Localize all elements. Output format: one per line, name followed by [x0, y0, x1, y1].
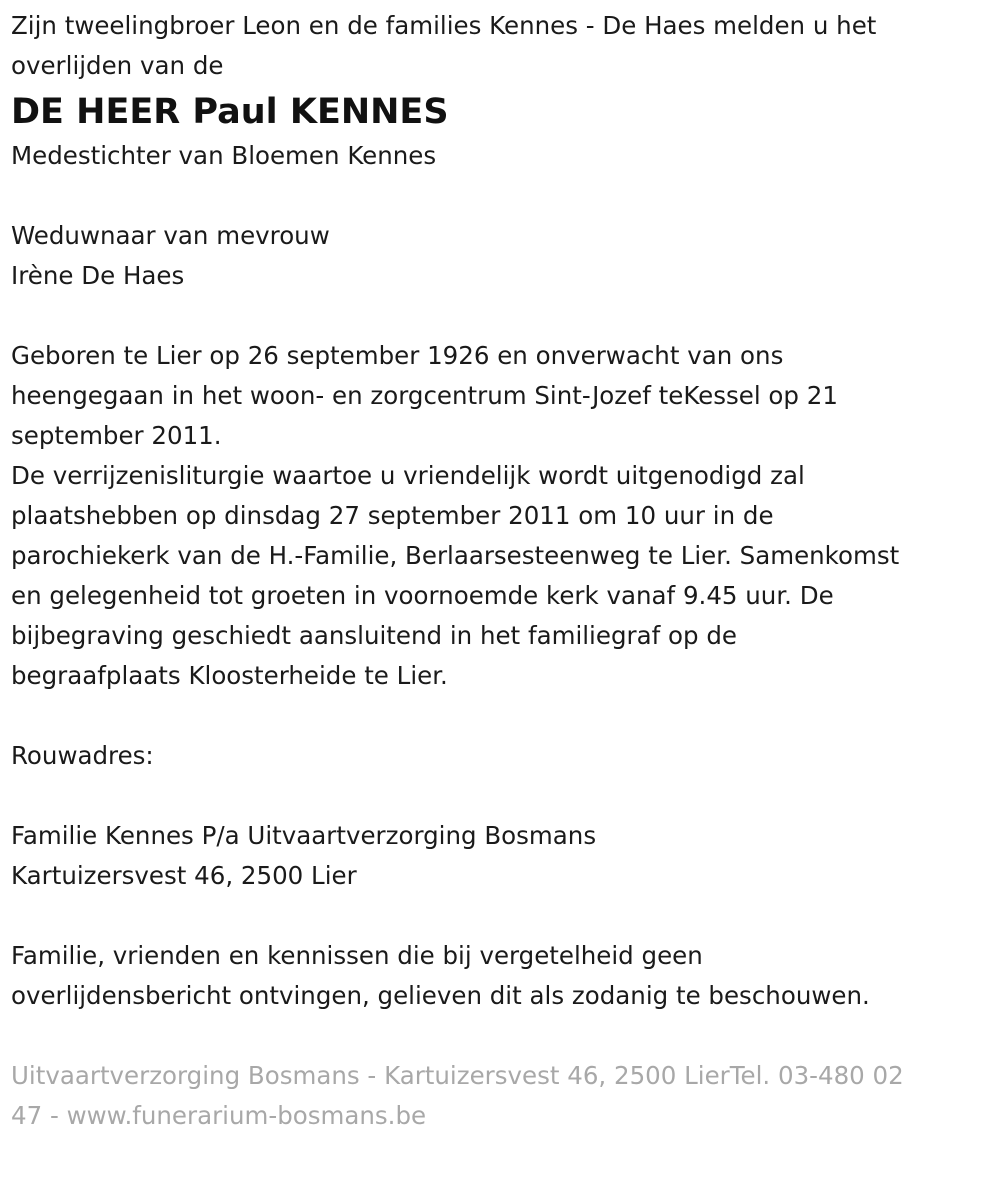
notice-paragraph	[11, 936, 1000, 1016]
address-line: Familie Kennes P/a Uitvaartverzorging Bosmans	[11, 821, 597, 850]
footer-line: Uitvaartverzorging Bosmans - Kartuizersvest 46, 2500 LierTel. 03-480 02	[11, 1061, 904, 1090]
deceased-subtitle: Medestichter van Bloemen Kennes	[11, 141, 437, 170]
spacer	[11, 896, 1000, 936]
details-line: plaatshebben op dinsdag 27 september 2011 om 10 uur in de	[11, 501, 774, 530]
details-line: bijbegraving geschiedt aansluitend in het familiegraf op de	[11, 621, 737, 650]
widower-line: Weduwnaar van mevrouw	[11, 221, 330, 250]
widower-paragraph	[11, 216, 1000, 296]
widower-line: Irène De Haes	[11, 261, 185, 290]
details-line: begraafplaats Kloosterheide te Lier.	[11, 661, 448, 690]
deceased-name: DE HEER Paul KENNES	[11, 92, 449, 132]
footer-line: 47 - www.funerarium-bosmans.be	[11, 1101, 427, 1130]
notice-line: overlijdensbericht ontvingen, gelieven dit als zodanig te beschouwen.	[11, 981, 870, 1010]
funeral-home-footer	[11, 1056, 1000, 1136]
details-line: De verrijzenisliturgie waartoe u vriendelijk wordt uitgenodigd zal	[11, 461, 805, 490]
intro-line: overlijden van de	[11, 51, 224, 80]
address-line: Kartuizersvest 46, 2500 Lier	[11, 861, 357, 890]
details-line: Geboren te Lier op 26 september 1926 en onverwacht van ons	[11, 341, 784, 370]
spacer	[11, 1016, 1000, 1056]
details-line: parochiekerk van de H.-Familie, Berlaarsesteenweg te Lier. Samenkomst	[11, 541, 900, 570]
address-label: Rouwadres:	[11, 741, 154, 770]
spacer	[11, 296, 1000, 336]
address-block	[11, 816, 1000, 896]
spacer	[11, 176, 1000, 216]
details-paragraph	[11, 336, 1000, 696]
spacer	[11, 776, 1000, 816]
details-line: september 2011.	[11, 421, 222, 450]
details-line: en gelegenheid tot groeten in voornoemde kerk vanaf 9.45 uur. De	[11, 581, 834, 610]
intro-paragraph	[11, 6, 1000, 86]
spacer	[11, 696, 1000, 736]
intro-line: Zijn tweelingbroer Leon en de families Kennes - De Haes melden u het	[11, 11, 877, 40]
notice-line: Familie, vrienden en kennissen die bij vergetelheid geen	[11, 941, 703, 970]
details-line: heengegaan in het woon- en zorgcentrum Sint-Jozef teKessel op 21	[11, 381, 838, 410]
